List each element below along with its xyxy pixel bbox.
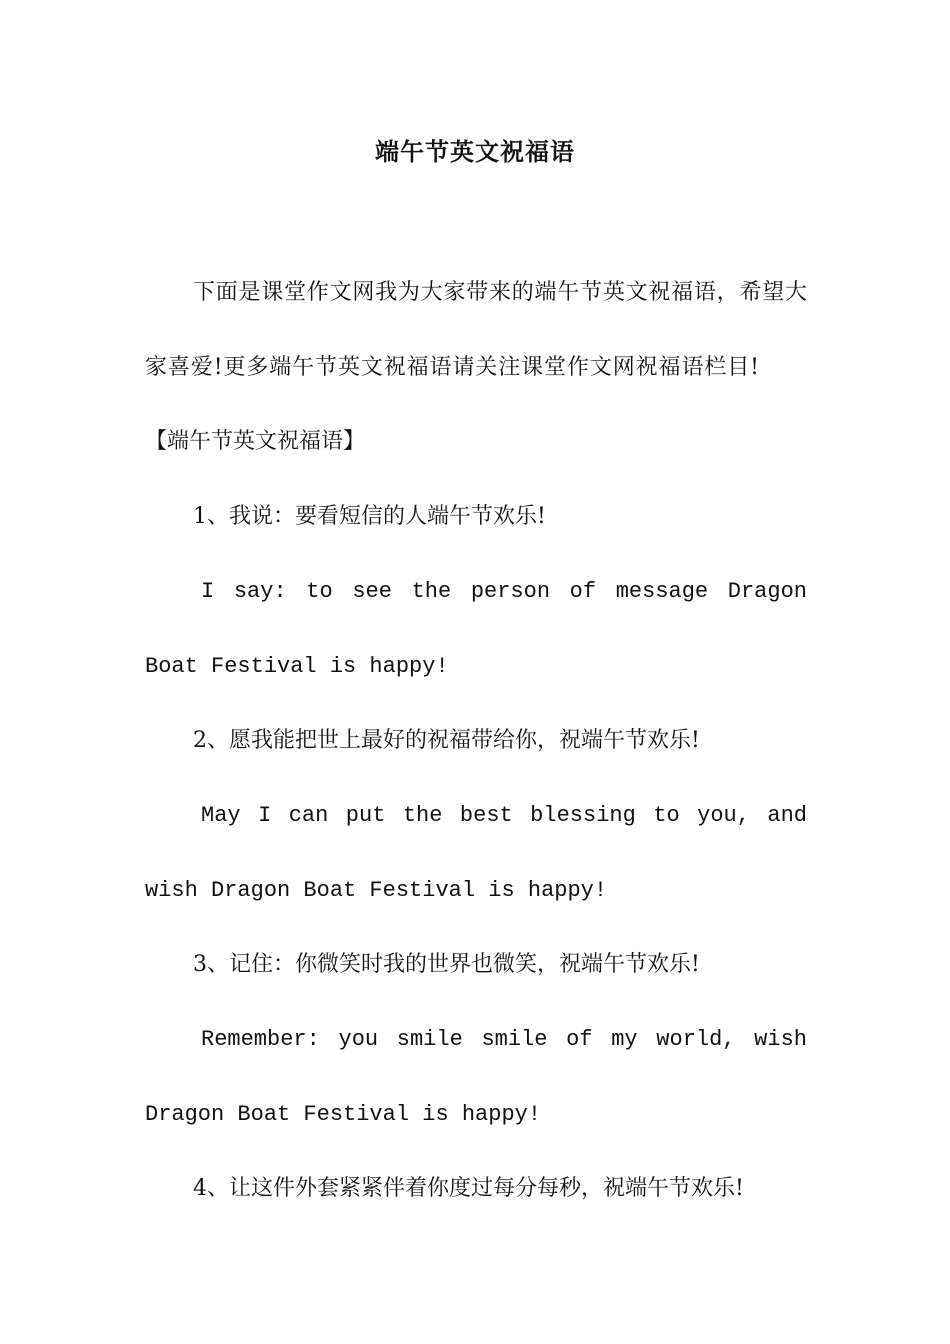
item-1-cn: 1、我说：要看短信的人端午节欢乐! <box>193 504 546 530</box>
item-3-en: Remember: you smile smile of my world, wish Dragon Boat Festival is happy! <box>145 1027 807 1127</box>
intro-heading: 【端午节英文祝福语】 <box>145 429 366 455</box>
intro-paragraph <box>145 256 807 480</box>
intro-text: 下面是课堂作文网我为大家带来的端午节英文祝福语，希望大家喜爱!更多端午节英文祝福语请关注课堂作文网祝福语栏目! <box>145 280 807 380</box>
item-2-cn: 2、愿我能把世上最好的祝福带给你，祝端午节欢乐! <box>193 728 700 754</box>
item-3-cn: 3、记住：你微笑时我的世界也微笑，祝端午节欢乐! <box>193 952 700 978</box>
document-title: 端午节英文祝福语 <box>375 137 575 166</box>
document-body <box>145 256 807 1227</box>
item-2-en: May I can put the best blessing to you, and wish Dragon Boat Festival is happy! <box>145 802 807 903</box>
item-1-en: I say: to see the person of message Dragon Boat Festival is happy! <box>145 578 807 679</box>
item-4-cn: 4、让这件外套紧紧伴着你度过每分每秒，祝端午节欢乐! <box>193 1176 744 1202</box>
